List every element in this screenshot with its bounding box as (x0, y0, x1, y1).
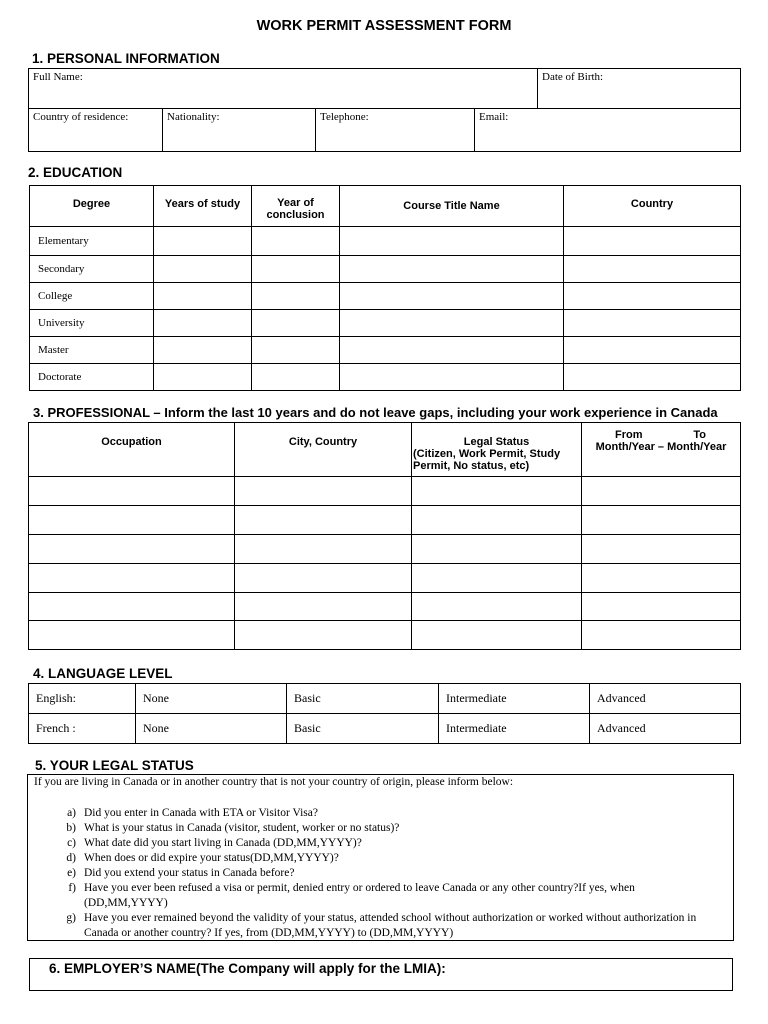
question-marker: g) (66, 912, 76, 924)
french-level-advanced[interactable]: Advanced (590, 714, 741, 744)
education-cell[interactable] (154, 283, 252, 310)
english-level-none[interactable]: None (136, 684, 287, 714)
professional-cell[interactable] (235, 564, 412, 593)
table-row (30, 337, 741, 364)
nationality-field[interactable] (163, 109, 316, 152)
form-title: WORK PERMIT ASSESSMENT FORM (256, 18, 512, 34)
full-name-label: Full Name: (33, 71, 83, 83)
education-cell[interactable] (564, 227, 741, 256)
list-item (52, 881, 712, 911)
question-text: When does or did expire your status(DD,MM,YYYY)? (84, 852, 339, 864)
professional-cell[interactable] (412, 621, 582, 650)
telephone-field[interactable] (316, 109, 475, 152)
section-heading-employer: 6. EMPLOYER’S NAME(The Company will apply for the LMIA): (49, 961, 446, 976)
education-cell[interactable] (154, 256, 252, 283)
table-row (29, 506, 741, 535)
professional-cell[interactable] (582, 477, 741, 506)
country-of-residence-label: Country of residence: (33, 111, 129, 123)
language-label-french: French : (29, 714, 136, 744)
english-level-advanced[interactable]: Advanced (590, 684, 741, 714)
professional-cell[interactable] (235, 593, 412, 621)
legal-status-title: Legal Status (463, 436, 530, 448)
education-cell[interactable] (252, 310, 340, 337)
education-cell[interactable] (154, 310, 252, 337)
list-item (52, 836, 712, 851)
question-marker: f) (68, 882, 76, 894)
professional-cell[interactable] (29, 564, 235, 593)
date-of-birth-field[interactable] (538, 69, 741, 109)
education-row-label: Master (30, 337, 154, 364)
education-table (29, 185, 741, 391)
legal-status-questions (52, 806, 712, 941)
table-row (29, 714, 741, 744)
employer-name-box[interactable] (29, 958, 733, 991)
list-item (52, 866, 712, 881)
list-item (52, 821, 712, 836)
education-row-label: College (30, 283, 154, 310)
list-item (52, 806, 712, 821)
professional-cell[interactable] (235, 506, 412, 535)
professional-cell[interactable] (412, 477, 582, 506)
personal-info-table (28, 68, 741, 152)
list-item (52, 851, 712, 866)
education-cell[interactable] (564, 256, 741, 283)
table-row (29, 621, 741, 650)
education-cell[interactable] (340, 256, 564, 283)
professional-col-city-country: City, Country (235, 423, 412, 477)
question-text: Have you ever been refused a visa or permit, denied entry or ordered to leave Canada or any other country?If yes, when (DD,MM,YYYY) (84, 882, 635, 909)
education-cell[interactable] (252, 227, 340, 256)
education-row-label: Doctorate (30, 364, 154, 391)
professional-cell[interactable] (582, 535, 741, 564)
education-cell[interactable] (252, 256, 340, 283)
professional-cell[interactable] (582, 621, 741, 650)
language-table (28, 683, 741, 744)
english-level-intermediate[interactable]: Intermediate (439, 684, 590, 714)
table-row (30, 310, 741, 337)
education-col-country: Country (564, 186, 741, 227)
education-row-label: Elementary (30, 227, 154, 256)
education-cell[interactable] (252, 283, 340, 310)
professional-cell[interactable] (29, 593, 235, 621)
professional-heading-instructions: Inform the last 10 years and do not leave gaps, including your work experience in Canada (160, 405, 718, 420)
education-cell[interactable] (564, 310, 741, 337)
nationality-label: Nationality: (167, 111, 220, 123)
education-cell[interactable] (564, 283, 741, 310)
professional-heading-number: 3. PROFESSIONAL – (33, 405, 161, 420)
legal-status-examples: (Citizen, Work Permit, Study Permit, No status, etc) (413, 448, 561, 472)
table-row (29, 564, 741, 593)
list-item (52, 911, 712, 941)
professional-cell[interactable] (412, 564, 582, 593)
dates-to-label: To (693, 429, 706, 441)
section-heading-education: 2. EDUCATION (28, 165, 123, 180)
professional-cell[interactable] (582, 593, 741, 621)
education-cell[interactable] (154, 364, 252, 391)
professional-cell[interactable] (412, 593, 582, 621)
french-level-intermediate[interactable]: Intermediate (439, 714, 590, 744)
professional-col-dates (582, 423, 741, 477)
education-cell[interactable] (154, 337, 252, 364)
professional-cell[interactable] (29, 506, 235, 535)
question-text: Did you extend your status in Canada before? (84, 867, 295, 879)
question-text: Did you enter in Canada with ETA or Visitor Visa? (84, 807, 318, 819)
country-of-residence-field[interactable] (29, 109, 163, 152)
professional-cell[interactable] (29, 621, 235, 650)
table-row (29, 535, 741, 564)
education-col-course-title: Course Title Name (340, 186, 564, 227)
education-cell[interactable] (340, 364, 564, 391)
dates-format-label: Month/Year – Month/Year (595, 441, 727, 453)
question-text: Have you ever remained beyond the validity of your status, attended school without authorization or worked without authorization in Canada or another country? If yes, from (DD,MM,YYYY) to (DD,MM,YYYY) (84, 912, 697, 939)
table-row (29, 684, 741, 714)
professional-cell[interactable] (582, 564, 741, 593)
section-heading-personal: 1. PERSONAL INFORMATION (32, 51, 220, 66)
table-row (30, 227, 741, 256)
education-cell[interactable] (340, 283, 564, 310)
email-field[interactable] (475, 109, 741, 152)
education-cell[interactable] (340, 337, 564, 364)
education-cell[interactable] (154, 227, 252, 256)
date-of-birth-label: Date of Birth: (542, 71, 604, 83)
professional-cell[interactable] (29, 477, 235, 506)
education-cell[interactable] (340, 310, 564, 337)
education-cell[interactable] (564, 364, 741, 391)
professional-table (28, 422, 741, 650)
education-cell[interactable] (252, 364, 340, 391)
question-marker: c) (67, 837, 76, 849)
dates-from-label: From (615, 429, 643, 441)
question-marker: b) (66, 822, 76, 834)
question-text: What date did you start living in Canada (DD,MM,YYYY)? (84, 837, 362, 849)
education-row-label: Secondary (30, 256, 154, 283)
professional-cell[interactable] (235, 621, 412, 650)
legal-status-intro: If you are living in Canada or in another country that is not your country of origin, please inform below: (34, 776, 514, 788)
education-row-label: University (30, 310, 154, 337)
table-row (30, 283, 741, 310)
english-level-basic[interactable]: Basic (287, 684, 439, 714)
education-col-degree: Degree (30, 186, 154, 227)
question-marker: a) (67, 807, 76, 819)
professional-cell[interactable] (235, 477, 412, 506)
french-level-none[interactable]: None (136, 714, 287, 744)
education-col-year-of-conclusion: Year of conclusion (252, 186, 340, 227)
table-row (30, 364, 741, 391)
table-row (29, 593, 741, 621)
professional-cell[interactable] (29, 535, 235, 564)
question-marker: d) (66, 852, 76, 864)
professional-cell[interactable] (235, 535, 412, 564)
professional-col-occupation: Occupation (29, 423, 235, 477)
professional-col-legal-status (412, 423, 582, 477)
table-row (29, 477, 741, 506)
email-label: Email: (479, 111, 509, 123)
telephone-label: Telephone: (320, 111, 369, 123)
professional-cell[interactable] (412, 506, 582, 535)
french-level-basic[interactable]: Basic (287, 714, 439, 744)
education-col-years-of-study: Years of study (154, 186, 252, 227)
table-row (30, 256, 741, 283)
professional-cell[interactable] (582, 506, 741, 535)
professional-cell[interactable] (412, 535, 582, 564)
full-name-field[interactable] (29, 69, 538, 109)
legal-status-box[interactable] (27, 774, 734, 941)
education-cell[interactable] (252, 337, 340, 364)
education-cell[interactable] (564, 337, 741, 364)
question-marker: e) (67, 867, 76, 879)
section-heading-professional (33, 405, 718, 420)
education-cell[interactable] (340, 227, 564, 256)
question-text: What is your status in Canada (visitor, student, worker or no status)? (84, 822, 400, 834)
language-label-english: English: (29, 684, 136, 714)
section-heading-legal-status: 5. YOUR LEGAL STATUS (35, 758, 194, 773)
section-heading-language: 4. LANGUAGE LEVEL (33, 666, 173, 681)
